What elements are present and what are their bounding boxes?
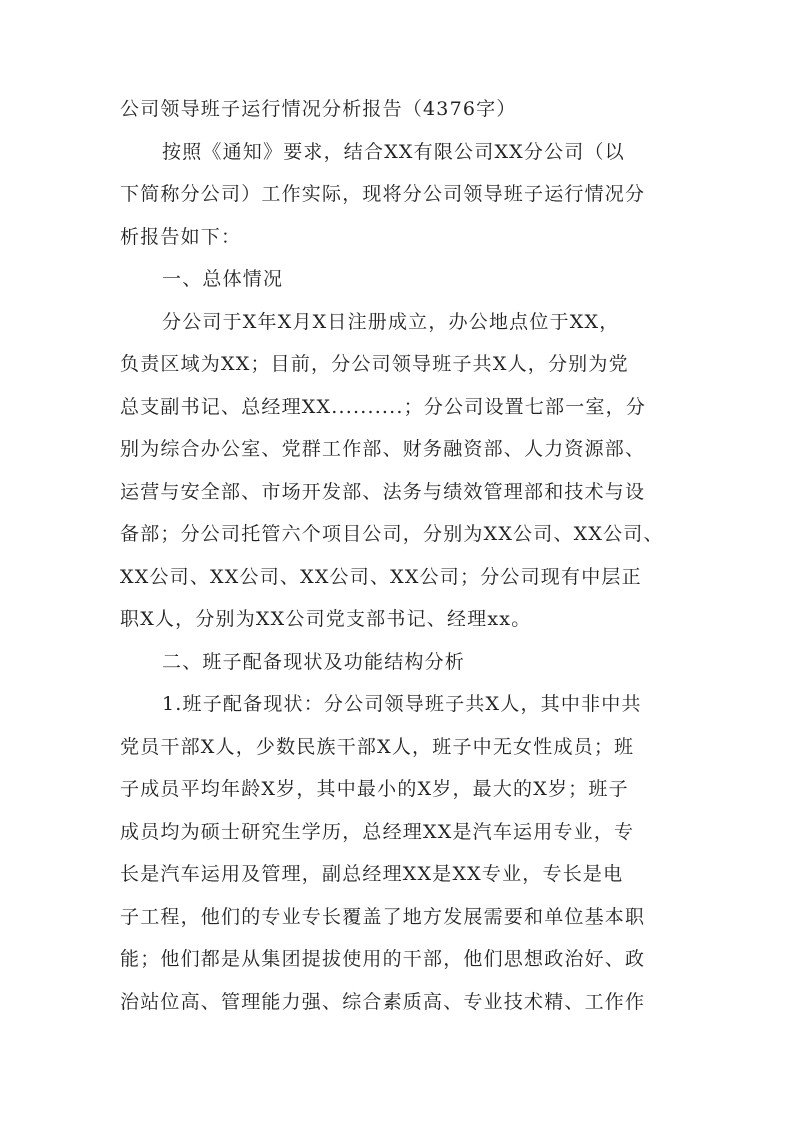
- paragraph-line: 长是汽车运用及管理，副总经理XX是XX专业，专长是电: [120, 863, 624, 885]
- paragraph-line: 负责区域为XX；目前，分公司领导班子共X人，分别为党: [120, 353, 629, 375]
- section-heading: 一、总体情况: [162, 268, 284, 290]
- document-title: 公司领导班子运行情况分析报告（4376字）: [120, 98, 517, 120]
- paragraph-line: 按照《通知》要求，结合XX有限公司XX分公司（以: [162, 141, 625, 163]
- paragraph-line: 成员均为硕士研究生学历，总经理XX是汽车运用专业，专: [120, 821, 635, 843]
- paragraph-line: 子成员平均年龄X岁，其中最小的X岁，最大的X岁；班子: [120, 778, 629, 800]
- paragraph-line: 总支副书记、总经理XX..........；分公司设置七部一室，分: [120, 396, 647, 418]
- paragraph-line: 党员干部X人，少数民族干部X人，班子中无女性成员；班: [120, 736, 635, 758]
- paragraph-line: 下简称分公司）工作实际，现将分公司领导班子运行情况分: [120, 183, 646, 205]
- paragraph-line: 分公司于X年X月X日注册成立，办公地点位于XX，: [162, 311, 620, 333]
- paragraph-line: 备部；分公司托管六个项目公司，分别为XX公司、XX公司、: [120, 523, 664, 545]
- paragraph-line: 治站位高、管理能力强、综合素质高、专业技术精、工作作: [120, 991, 646, 1013]
- paragraph-line: XX公司、XX公司、XX公司、XX公司；分公司现有中层正: [120, 566, 642, 588]
- section-heading: 二、班子配备现状及功能结构分析: [162, 651, 466, 673]
- paragraph-line: 1.班子配备现状：分公司领导班子共X人，其中非中共: [162, 693, 642, 715]
- paragraph-line: 析报告如下：: [120, 226, 242, 248]
- paragraph-line: 能；他们都是从集团提拔使用的干部，他们思想政治好、政: [120, 948, 646, 970]
- paragraph-line: 运营与安全部、市场开发部、法务与绩效管理部和技术与设: [120, 481, 646, 503]
- paragraph-line: 职X人，分别为XX公司党支部书记、经理xx。: [120, 608, 532, 630]
- paragraph-line: 子工程，他们的专业专长覆盖了地方发展需要和单位基本职: [120, 906, 646, 928]
- paragraph-line: 别为综合办公室、党群工作部、财务融资部、人力资源部、: [120, 438, 646, 460]
